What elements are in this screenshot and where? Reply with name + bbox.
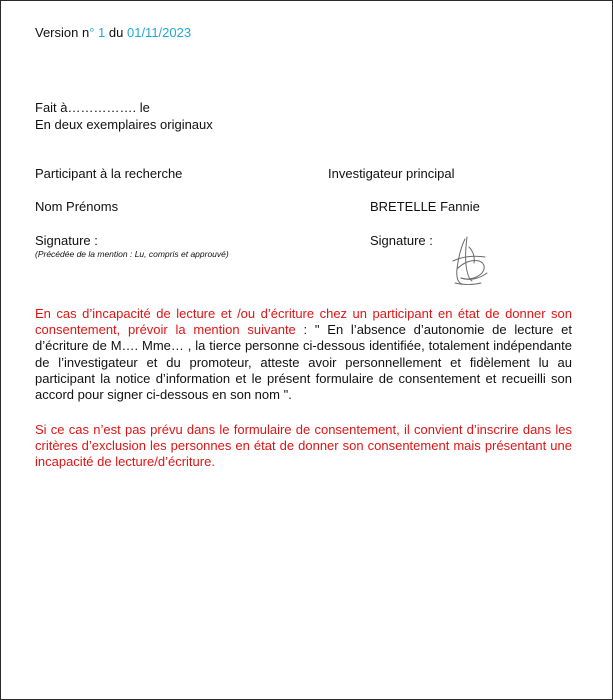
incapacity-quote: : " En l’absence d’autonomie de lecture et d’écriture de M…. Mme… , la tierce personne ci-dessous identifiée, totalement indépendante de l’investigateur et du promoteur, atteste avoir personnellement et fidèlement lu au participant la notice d’information et le présent formulaire de consentement et recueilli son accord pour signer ci-dessous en son nom ". <box>35 322 572 403</box>
participant-heading: Participant à la recherche <box>35 166 183 181</box>
incapacity-intro: En cas d’incapacité de lecture et /ou d’écriture chez un participant en état de donner son consentement, prévoir la mention suivante <box>35 306 572 338</box>
investigator-name: BRETELLE Fannie <box>370 199 480 214</box>
version-du: du <box>108 25 124 40</box>
version-date: 01/11/2023 <box>126 25 192 40</box>
place-line: Fait à……………. le <box>35 100 150 115</box>
exclusion-note: Si ce cas n’est pas prévu dans le formulaire de consentement, il convient d’inscrire dans les critères d’exclusion les personnes en état de donner son consentement mais présentant une incapacité de lecture/d’écriture. <box>35 422 572 470</box>
participant-name-label: Nom Prénoms <box>35 199 119 214</box>
version-number: 1 <box>98 25 106 40</box>
participant-mention-hint: (Précédée de la mention : Lu, compris et approuvé) <box>35 249 229 259</box>
incapacity-paragraph <box>35 306 572 403</box>
investigator-heading: Investigateur principal <box>328 166 455 181</box>
version-degree: ° <box>89 25 95 40</box>
version-line <box>35 25 191 41</box>
participant-signature-label: Signature : <box>35 233 98 248</box>
handwritten-signature-icon <box>439 233 497 287</box>
copies-line: En deux exemplaires originaux <box>35 117 213 132</box>
version-prefix: Version n <box>35 25 90 40</box>
investigator-signature-label: Signature : <box>370 233 433 248</box>
